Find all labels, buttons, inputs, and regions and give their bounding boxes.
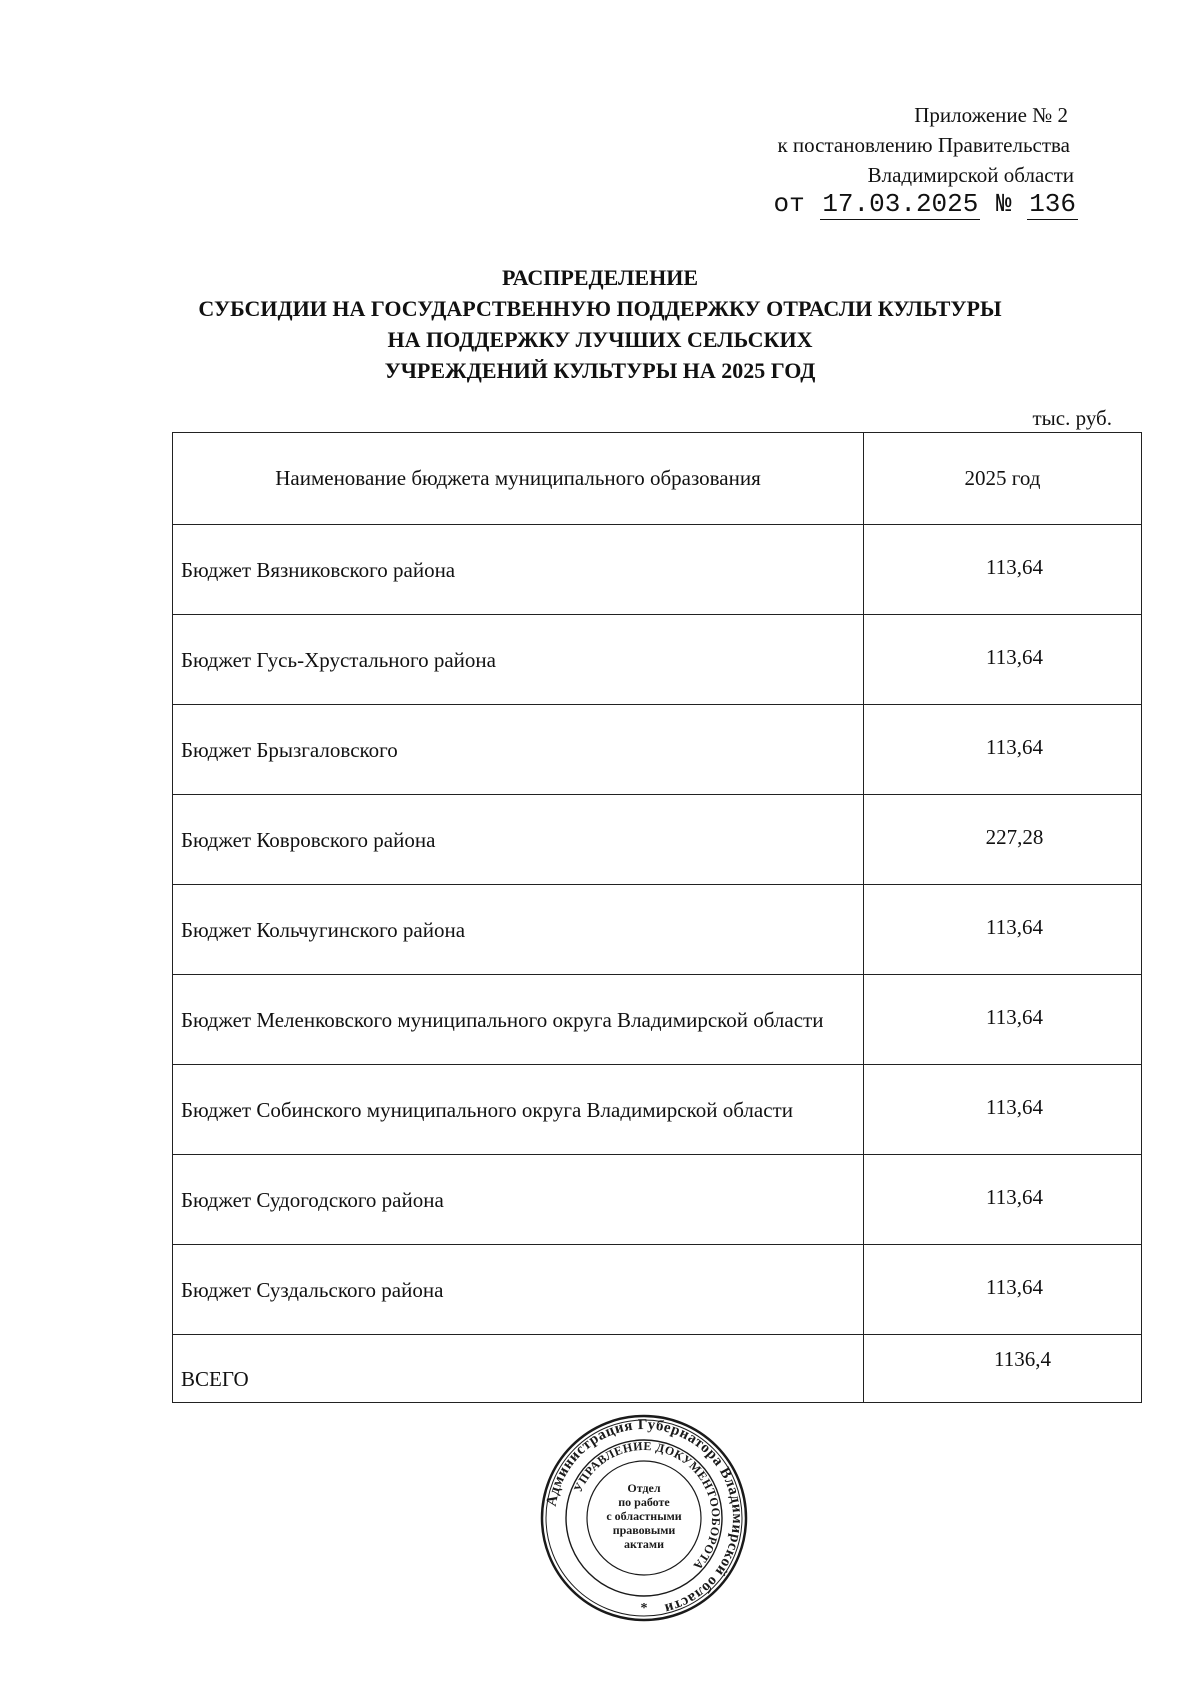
appendix-date-line xyxy=(774,190,1079,218)
title-line-1: РАСПРЕДЕЛЕНИЕ xyxy=(501,265,698,290)
table-row xyxy=(173,795,1142,885)
seal-center-line-3: с областными xyxy=(606,1509,682,1523)
row-amount: 113,64 xyxy=(864,1245,1142,1335)
total-amount: 1136,4 xyxy=(864,1335,1142,1403)
date-prefix: от xyxy=(773,189,805,219)
row-budget-name: Бюджет Судогодского района xyxy=(173,1155,864,1245)
row-budget-name: Бюджет Суздальского района xyxy=(173,1245,864,1335)
table-header-row xyxy=(173,433,1142,525)
document-title xyxy=(0,262,1200,386)
title-line-4: УЧРЕЖДЕНИЙ КУЛЬТУРЫ НА 2025 ГОД xyxy=(384,358,816,383)
row-amount: 113,64 xyxy=(864,525,1142,615)
row-budget-name: Бюджет Брызгаловского xyxy=(173,705,864,795)
table-row xyxy=(173,1245,1142,1335)
seal-center-line-4: правовыми xyxy=(612,1523,676,1537)
row-budget-name: Бюджет Гусь-Хрустального района xyxy=(173,615,864,705)
row-amount: 113,64 xyxy=(864,885,1142,975)
row-amount: 113,64 xyxy=(864,975,1142,1065)
decree-date: 17.03.2025 xyxy=(822,189,979,219)
total-label: ВСЕГО xyxy=(173,1335,864,1403)
row-amount: 113,64 xyxy=(864,615,1142,705)
appendix-header xyxy=(773,100,1076,219)
number-sign: № xyxy=(995,189,1012,219)
seal-outer-text: Администрация Губернатора Владимирской области xyxy=(543,1416,746,1617)
seal-star: * xyxy=(640,1601,648,1616)
official-seal xyxy=(539,1413,749,1623)
seal-inner-ring-text: УПРАВЛЕНИЕ ДОКУМЕНТООБОРОТА xyxy=(570,1438,724,1573)
table-row xyxy=(173,525,1142,615)
title-line-2: СУБСИДИИ НА ГОСУДАРСТВЕННУЮ ПОДДЕРЖКУ ОТРАСЛИ КУЛЬТУРЫ xyxy=(198,296,1002,321)
table-row xyxy=(173,705,1142,795)
table-row xyxy=(173,975,1142,1065)
table-row xyxy=(173,615,1142,705)
distribution-table xyxy=(172,432,1142,1403)
appendix-reference: к постановлению Правительства xyxy=(777,133,1070,157)
row-amount: 113,64 xyxy=(864,705,1142,795)
row-budget-name: Бюджет Кольчугинского района xyxy=(173,885,864,975)
title-line-3: НА ПОДДЕРЖКУ ЛУЧШИХ СЕЛЬСКИХ xyxy=(387,327,813,352)
table-row xyxy=(173,1155,1142,1245)
row-amount: 113,64 xyxy=(864,1155,1142,1245)
header-budget-name: Наименование бюджета муниципального образования xyxy=(173,433,864,525)
decree-number: 136 xyxy=(1029,189,1076,219)
table-row xyxy=(173,885,1142,975)
row-amount: 113,64 xyxy=(864,1065,1142,1155)
row-budget-name: Бюджет Вязниковского района xyxy=(173,525,864,615)
row-budget-name: Бюджет Ковровского района xyxy=(173,795,864,885)
units-label: тыс. руб. xyxy=(1032,406,1112,430)
header-year: 2025 год xyxy=(864,433,1142,525)
seal-center-line-1: Отдел xyxy=(627,1481,661,1495)
seal-center-line-2: по работе xyxy=(618,1495,670,1509)
row-budget-name: Бюджет Собинского муниципального округа Владимирской области xyxy=(173,1065,864,1155)
appendix-number: Приложение № 2 xyxy=(914,103,1068,127)
appendix-region: Владимирской области xyxy=(867,163,1074,187)
row-amount: 227,28 xyxy=(864,795,1142,885)
seal-center-line-5: актами xyxy=(623,1537,665,1551)
row-budget-name: Бюджет Меленковского муниципального округа Владимирской области xyxy=(173,975,864,1065)
table-row xyxy=(173,1065,1142,1155)
table-total-row xyxy=(173,1335,1142,1403)
